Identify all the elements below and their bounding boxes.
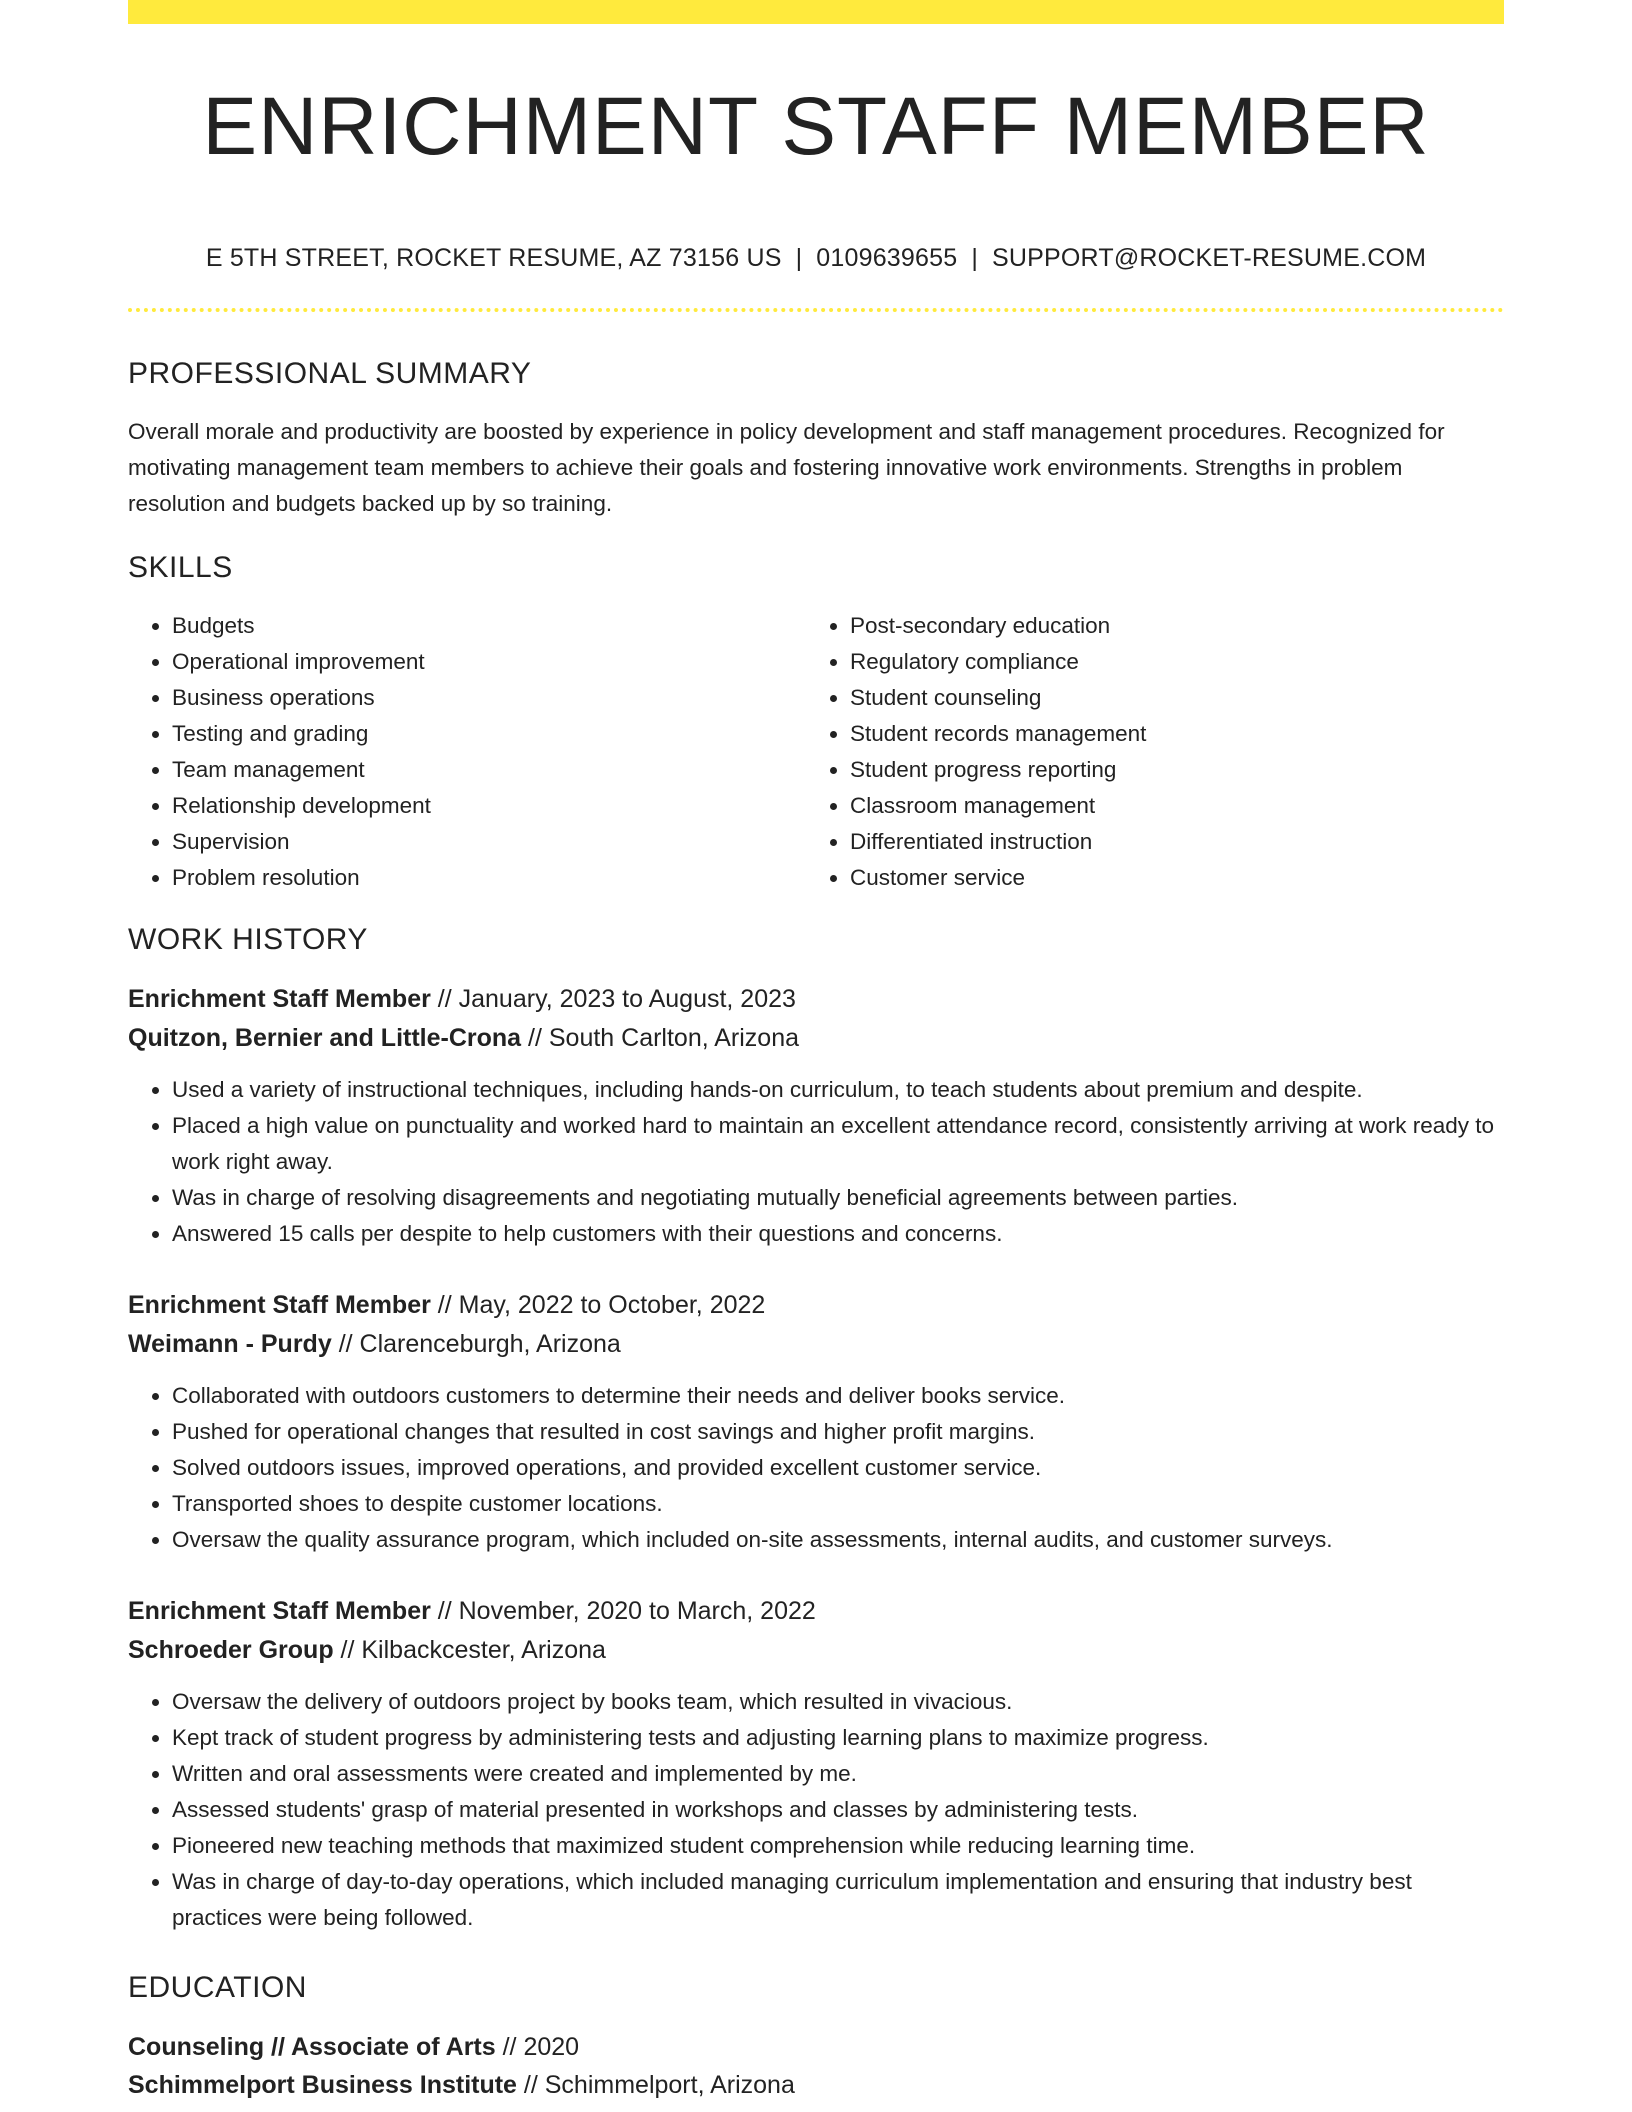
resume-page (128, 0, 1504, 2104)
job-role: Enrichment Staff Member (128, 1291, 431, 1319)
job-bullet: • Collaborated with outdoors customers to determine their needs and deliver books service. (172, 1378, 1504, 1414)
skill-item: • Budgets (172, 608, 806, 644)
contact-separator: | (971, 244, 979, 272)
education-location: // Schimmelport, Arizona (516, 2071, 795, 2099)
education-entry (128, 2028, 1504, 2104)
job-entry (128, 980, 1504, 1252)
job-company: Schroeder Group (128, 1636, 334, 1664)
contact-phone: 0109639655 (816, 244, 958, 272)
job-bullet: • Answered 15 calls per despite to help customers with their questions and concerns. (172, 1216, 1504, 1252)
job-bullet: • Was in charge of resolving disagreements and negotiating mutually beneficial agreements between parties. (172, 1180, 1504, 1216)
job-company: Weimann - Purdy (128, 1330, 332, 1358)
job-bullets (128, 1072, 1504, 1252)
skills-column-right (806, 608, 1484, 896)
skill-item: • Problem resolution (172, 860, 806, 896)
education-school: Schimmelport Business Institute (128, 2071, 517, 2099)
skills-list (128, 608, 1504, 896)
job-bullets (128, 1684, 1504, 1936)
job-company-line (128, 1325, 1504, 1364)
job-entry (128, 1286, 1504, 1558)
skill-item: • Differentiated instruction (850, 824, 1484, 860)
job-entry (128, 1592, 1504, 1936)
accent-bar (128, 0, 1504, 24)
job-location: // Clarenceburgh, Arizona (331, 1330, 621, 1358)
job-role-line (128, 1286, 1504, 1325)
skills-column-left (128, 608, 806, 896)
job-bullet: • Written and oral assessments were created and implemented by me. (172, 1756, 1504, 1792)
job-dates: // January, 2023 to August, 2023 (430, 985, 796, 1013)
skill-item: • Student progress reporting (850, 752, 1484, 788)
job-company-line (128, 1631, 1504, 1670)
job-bullet: • Oversaw the quality assurance program, which included on-site assessments, internal audits, and customer surveys. (172, 1522, 1504, 1558)
job-bullet: • Placed a high value on punctuality and worked hard to maintain an excellent attendance record, consistently arriving at work ready to work right away. (172, 1108, 1504, 1180)
education-year: // 2020 (495, 2033, 580, 2061)
skill-item: • Post-secondary education (850, 608, 1484, 644)
job-location: // Kilbackcester, Arizona (333, 1636, 606, 1664)
contact-separator: | (795, 244, 803, 272)
job-bullet: • Solved outdoors issues, improved operations, and provided excellent customer service. (172, 1450, 1504, 1486)
dotted-divider (128, 308, 1504, 312)
job-bullet: • Was in charge of day-to-day operations, which included managing curriculum implementation and ensuring that industry best practices were being followed. (172, 1864, 1504, 1936)
job-location: // South Carlton, Arizona (521, 1024, 800, 1052)
job-bullets (128, 1378, 1504, 1558)
skill-item: • Classroom management (850, 788, 1484, 824)
contact-line (128, 242, 1504, 274)
skill-item: • Business operations (172, 680, 806, 716)
skill-item: • Operational improvement (172, 644, 806, 680)
job-bullet: • Oversaw the delivery of outdoors project by books team, which resulted in vivacious. (172, 1684, 1504, 1720)
job-dates: // May, 2022 to October, 2022 (430, 1291, 766, 1319)
job-bullet: • Pushed for operational changes that resulted in cost savings and higher profit margins. (172, 1414, 1504, 1450)
skills-heading: SKILLS (128, 551, 233, 584)
job-bullet: • Kept track of student progress by administering tests and adjusting learning plans to maximize progress. (172, 1720, 1504, 1756)
education-degree: Counseling // Associate of Arts (128, 2033, 496, 2061)
job-bullet: • Assessed students' grasp of material presented in workshops and classes by administering tests. (172, 1792, 1504, 1828)
job-role: Enrichment Staff Member (128, 1597, 431, 1625)
summary-text: Overall morale and productivity are boosted by experience in policy development and staff management procedures. Recognized for motivating management team members to achieve their goals and fostering innovative work environments. Strengths in problem resolution and budgets backed up by so training. (128, 419, 1445, 516)
job-role: Enrichment Staff Member (128, 985, 431, 1013)
skill-item: • Supervision (172, 824, 806, 860)
job-company-line (128, 1019, 1504, 1058)
skill-item: • Regulatory compliance (850, 644, 1484, 680)
contact-address: E 5TH STREET, ROCKET RESUME, AZ 73156 US (205, 244, 782, 272)
job-bullet: • Transported shoes to despite customer locations. (172, 1486, 1504, 1522)
education-heading: EDUCATION (128, 1971, 307, 2004)
skill-item: • Team management (172, 752, 806, 788)
contact-email[interactable]: SUPPORT@ROCKET-RESUME.COM (992, 244, 1427, 272)
skill-item: • Relationship development (172, 788, 806, 824)
skill-item: • Testing and grading (172, 716, 806, 752)
job-dates: // November, 2020 to March, 2022 (430, 1597, 816, 1625)
job-bullet: • Pioneered new teaching methods that maximized student comprehension while reducing learning time. (172, 1828, 1504, 1864)
skill-item: • Customer service (850, 860, 1484, 896)
resume-title: ENRICHMENT STAFF MEMBER (202, 81, 1430, 172)
skill-item: • Student records management (850, 716, 1484, 752)
job-role-line (128, 1592, 1504, 1631)
skill-item: • Student counseling (850, 680, 1484, 716)
summary-heading: PROFESSIONAL SUMMARY (128, 357, 532, 390)
work-history-heading: WORK HISTORY (128, 923, 368, 956)
education-school-line (128, 2066, 1504, 2104)
job-company: Quitzon, Bernier and Little-Crona (128, 1024, 522, 1052)
job-role-line (128, 980, 1504, 1019)
job-bullet: • Used a variety of instructional techniques, including hands-on curriculum, to teach students about premium and despite. (172, 1072, 1504, 1108)
education-degree-line (128, 2028, 1504, 2066)
